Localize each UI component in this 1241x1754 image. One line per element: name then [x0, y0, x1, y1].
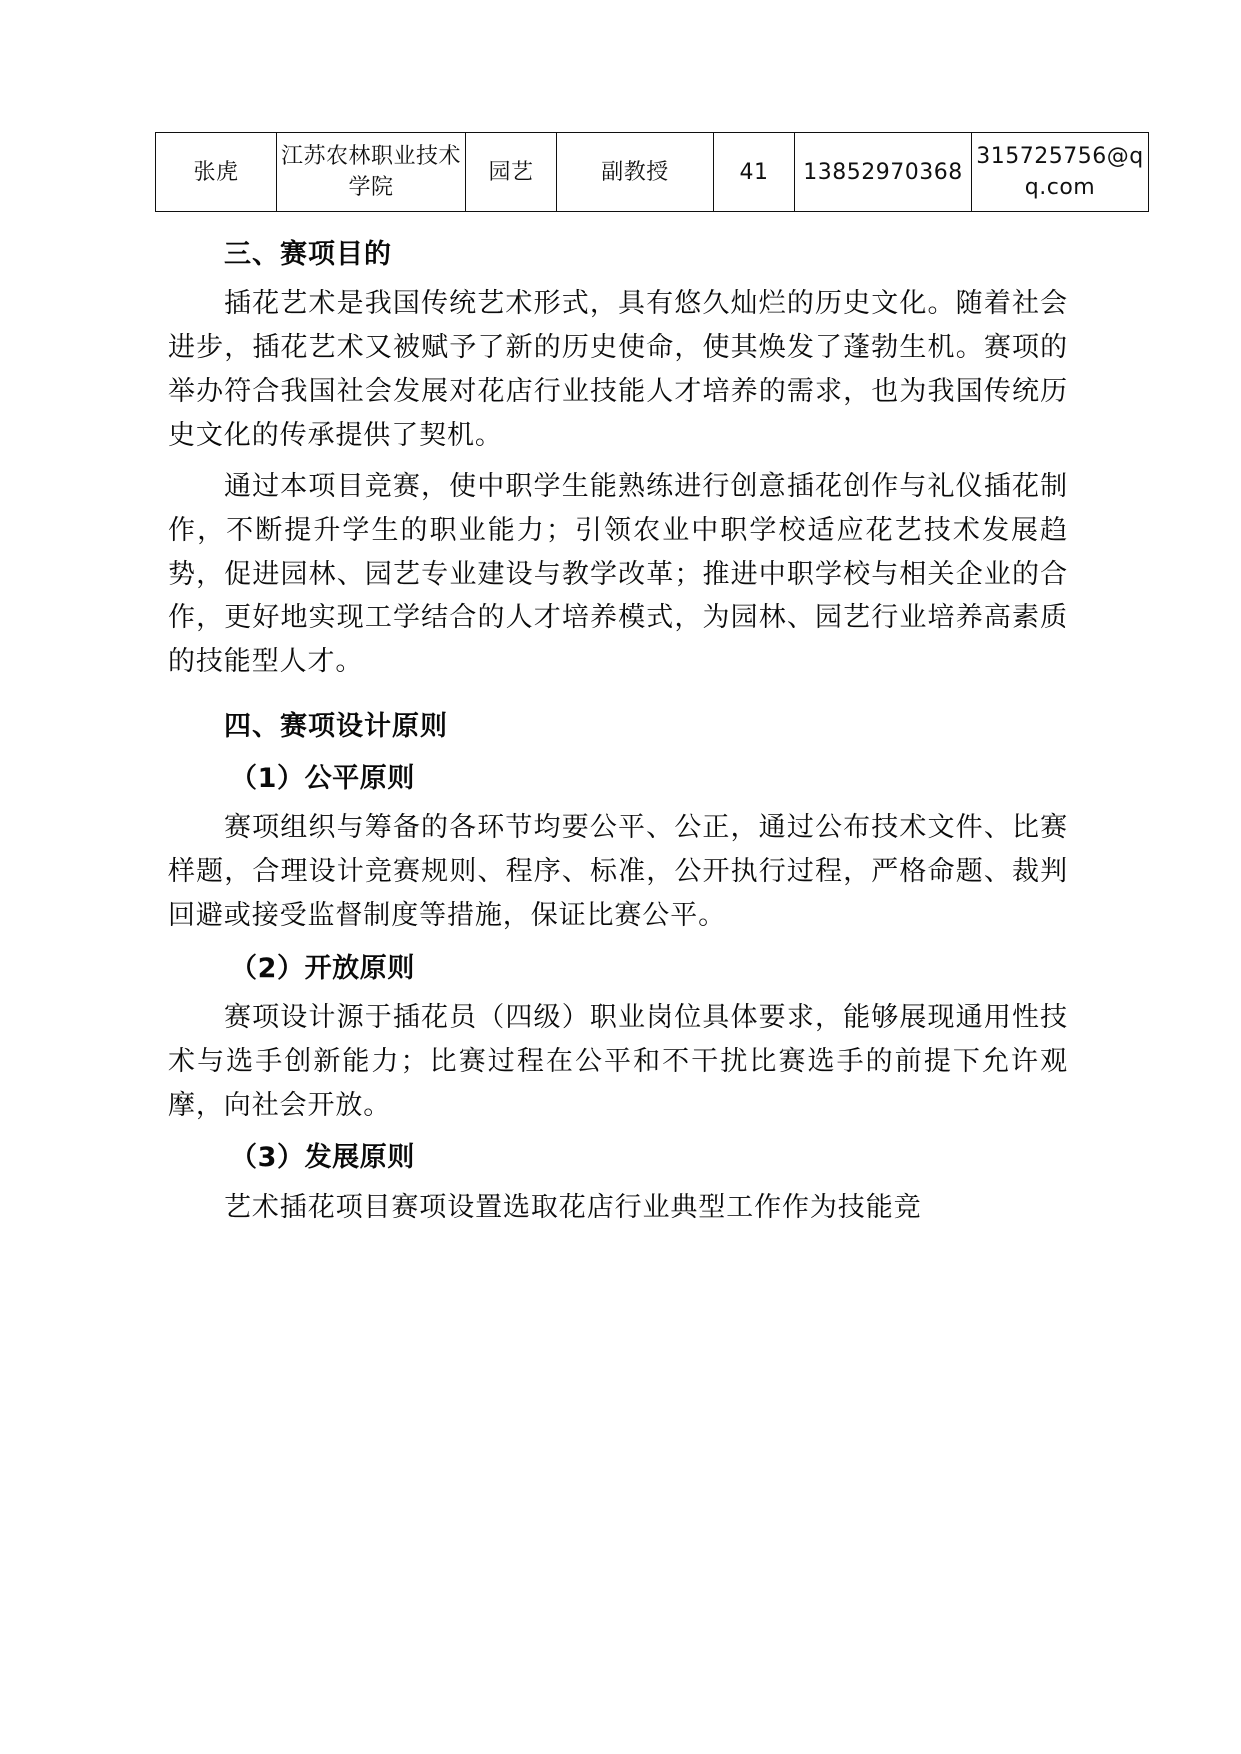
page-content	[168, 132, 1144, 1234]
principle-text-2: 赛项设计源于插花员（四级）职业岗位具体要求，能够展现通用性技术与选手创新能力；比赛过程在公平和不干扰比赛选手的前提下允许观摩，向社会开放。	[168, 1002, 1068, 1121]
section-3-paragraph-1: 插花艺术是我国传统艺术形式，具有悠久灿烂的历史文化。随着社会进步，插花艺术又被赋予了新的历史使命，使其焕发了蓬勃生机。赛项的举办符合我国社会发展对花店行业技能人才培养的需求，也为我国传统历史文化的传承提供了契机。	[168, 288, 1068, 451]
cell-age: 41	[714, 133, 795, 212]
principle-text-3: 艺术插花项目赛项设置选取花店行业典型工作作为技能竞	[224, 1192, 922, 1224]
principle-label-2: （2）开放原则	[230, 952, 415, 984]
cell-email: 315725756@qq.com	[972, 133, 1149, 212]
principle-text-1: 赛项组织与筹备的各环节均要公平、公正，通过公布技术文件、比赛样题，合理设计竞赛规则、程序、标准，公开执行过程，严格命题、裁判回避或接受监督制度等措施，保证比赛公平。	[168, 812, 1068, 931]
cell-school: 江苏农林职业技术学院	[277, 133, 466, 212]
section-heading-3: 三、赛项目的	[224, 239, 392, 271]
cell-phone: 13852970368	[795, 133, 972, 212]
principle-label-1: （1）公平原则	[230, 762, 415, 794]
principle-label-3: （3）发展原则	[230, 1142, 415, 1174]
cell-name: 张虎	[156, 133, 277, 212]
section-3-paragraph-2: 通过本项目竞赛，使中职学生能熟练进行创意插花创作与礼仪插花制作，不断提升学生的职业能力；引领农业中职学校适应花艺技术发展趋势，促进园林、园艺专业建设与教学改革；推进中职学校与相关企业的合作，更好地实现工学结合的人才培养模式，为园林、园艺行业培养高素质的技能型人才。	[168, 471, 1068, 678]
section-heading-4: 四、赛项设计原则	[224, 710, 448, 742]
cell-major: 园艺	[466, 133, 557, 212]
table-row	[156, 133, 1149, 212]
expert-info-table	[155, 132, 1149, 212]
cell-title: 副教授	[557, 133, 714, 212]
table-body	[156, 133, 1149, 212]
